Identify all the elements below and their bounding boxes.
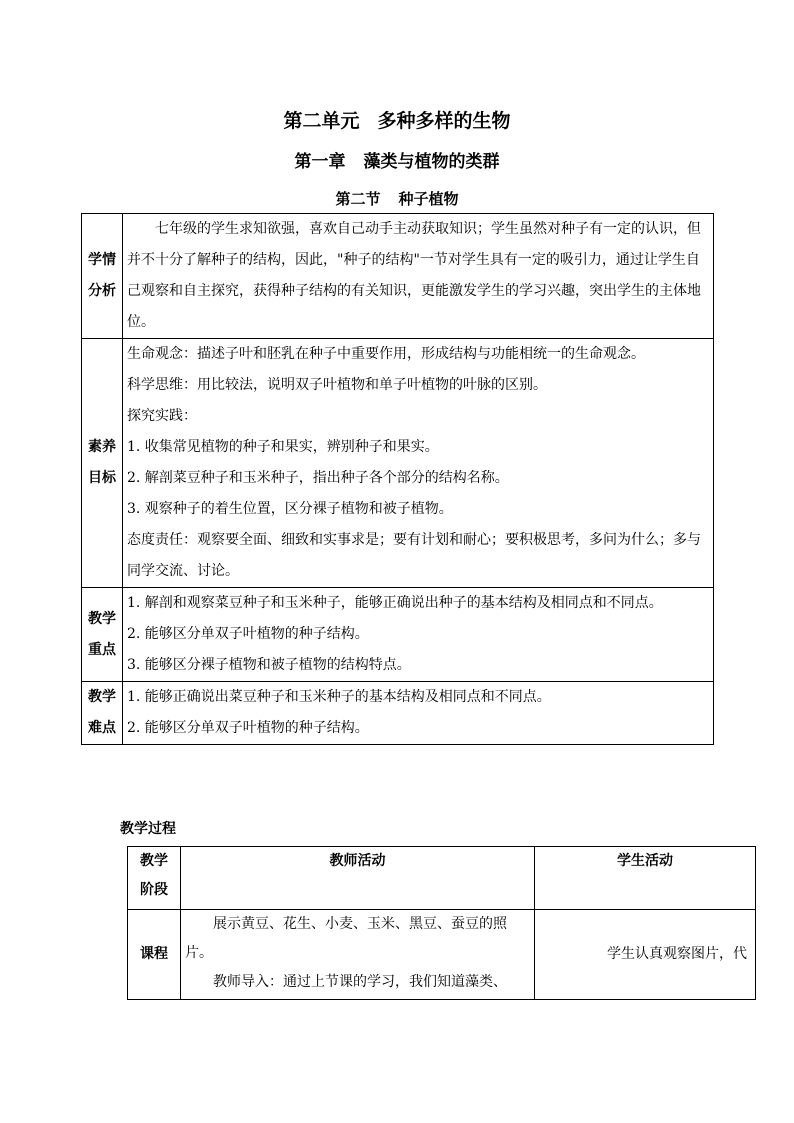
zhongdian-label (82, 588, 123, 682)
nandian-label (82, 682, 123, 745)
section-title-number: 第二节 (335, 190, 381, 208)
xueqing-text: 七年级的学生求知欲强，喜欢自己动手主动获取知识；学生虽然对种子有一定的认识，但并不十分了解种子的结构，因此，"种子的结构"一节对学生具有一定的吸引力，通过让学生自己观察和自主探究，获得种子结构的有关知识，更能激发学生的学习兴趣，突出学生的主体地位。 (127, 221, 701, 330)
xueqing-content (123, 214, 714, 339)
teacher-activity-text: 教师导入：通过上节课的学习，我们知道藻类、 (213, 974, 507, 990)
zhongdian-line: 1. 解剖和观察菜豆种子和玉米种子，能够正确说出种子的基本结构及相同点和不同点。 (127, 595, 663, 611)
xueqing-row (82, 214, 714, 339)
suyang-content (123, 339, 714, 588)
zhongdian-label-line2: 重点 (88, 641, 116, 658)
xueqing-label-line2: 分析 (88, 283, 116, 299)
suyang-line: 态度责任：观察要全面、细致和实事求是；要有计划和耐心；要积极思考，多问为什么；多与同学交流、讨论。 (127, 532, 701, 579)
stage-header-line2: 阶段 (140, 882, 168, 898)
chapter-title-number: 第一章 (294, 152, 346, 172)
nandian-label-line1: 教学 (88, 689, 116, 705)
nandian-label-line2: 难点 (88, 720, 116, 736)
suyang-line: 探究实践： (127, 408, 197, 424)
suyang-row (82, 339, 714, 588)
teacher-activity-text: 展示黄豆、花生、小麦、玉米、黑豆、蚕豆的照片。 (185, 916, 507, 961)
nandian-content (123, 682, 714, 745)
nandian-line: 2. 能够区分单双子叶植物的种子结构。 (127, 720, 369, 736)
process-header-row (128, 847, 756, 910)
suyang-label-line1: 素养 (88, 439, 116, 455)
process-table (127, 846, 756, 1000)
zhongdian-line: 2. 能够区分单双子叶植物的种子结构。 (127, 626, 369, 642)
suyang-line: 1. 收集常见植物的种子和果实，辨别种子和果实。 (127, 439, 439, 455)
process-row (128, 910, 756, 1000)
suyang-label-line2: 目标 (88, 470, 116, 486)
xueqing-label (82, 214, 123, 339)
suyang-label (82, 339, 123, 588)
lesson-info-table (81, 213, 714, 745)
xueqing-label-line1: 学情 (88, 252, 116, 268)
unit-title (0, 106, 794, 133)
student-activity-cell: 学生认真观察图片，代 (535, 910, 756, 1000)
zhongdian-line: 3. 能够区分裸子植物和被子植物的结构特点。 (127, 657, 411, 673)
stage-header (128, 847, 181, 910)
section-title-name: 种子植物 (398, 190, 459, 208)
teacher-activity-cell (181, 910, 535, 1000)
student-header: 学生活动 (535, 847, 756, 910)
zhongdian-content (123, 588, 714, 682)
stage-header-line1: 教学 (140, 853, 168, 869)
suyang-line: 生命观念：描述子叶和胚乳在种子中重要作用，形成结构与功能相统一的生命观念。 (127, 346, 645, 362)
unit-title-number: 第二单元 (283, 110, 360, 132)
nandian-line: 1. 能够正确说出菜豆种子和玉米种子的基本结构及相同点和不同点。 (127, 689, 551, 705)
zhongdian-label-line1: 教学 (88, 610, 116, 627)
suyang-line: 2. 解剖菜豆种子和玉米种子，指出种子各个部分的结构名称。 (127, 470, 509, 486)
unit-title-name: 多种多样的生物 (377, 110, 511, 132)
chapter-title-name: 藻类与植物的类群 (363, 152, 500, 172)
chapter-title (0, 147, 794, 172)
teacher-header: 教师活动 (181, 847, 535, 910)
zhongdian-row (82, 588, 714, 682)
process-heading: 教学过程 (120, 821, 176, 837)
stage-cell: 课程 (128, 910, 181, 1000)
suyang-line: 科学思维：用比较法，说明双子叶植物和单子叶植物的叶脉的区别。 (127, 377, 547, 393)
suyang-line: 3. 观察种子的着生位置，区分裸子植物和被子植物。 (127, 501, 453, 517)
section-title (0, 188, 794, 209)
nandian-row (82, 682, 714, 745)
